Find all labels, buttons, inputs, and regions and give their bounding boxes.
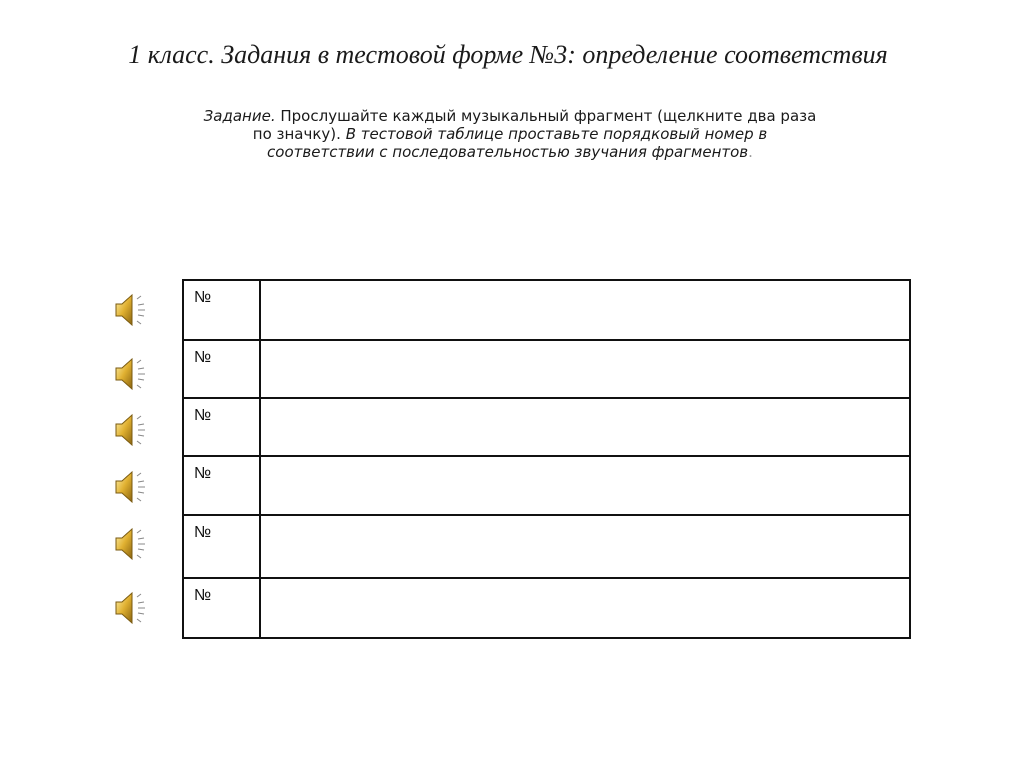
- table-row: [184, 281, 909, 341]
- answer-cell[interactable]: [261, 457, 909, 514]
- speaker-icon[interactable]: [112, 470, 150, 504]
- instruction-line-2-italic: В тестовой таблице проставьте порядковый номер в: [340, 125, 768, 143]
- number-cell: №: [184, 579, 261, 637]
- speaker-icon[interactable]: [112, 527, 150, 561]
- number-cell: №: [184, 281, 261, 339]
- number-cell: №: [184, 341, 261, 397]
- table-row: [184, 457, 909, 516]
- table-row: [184, 516, 909, 579]
- number-cell: №: [184, 516, 261, 577]
- instruction-line-3: соответствии с последовательностью звучания фрагментов: [267, 143, 749, 161]
- task-instruction: [160, 107, 860, 161]
- speaker-icon[interactable]: [112, 591, 150, 625]
- instruction-dot: .: [748, 143, 753, 161]
- table-row: [184, 399, 909, 457]
- instruction-line-2-plain: по значку).: [252, 125, 341, 143]
- answer-cell[interactable]: [261, 516, 909, 577]
- task-label: Задание.: [203, 107, 276, 125]
- table-row: [184, 579, 909, 637]
- answer-cell[interactable]: [261, 399, 909, 455]
- speaker-icon[interactable]: [112, 293, 150, 327]
- number-cell: №: [184, 399, 261, 455]
- speaker-icon[interactable]: [112, 357, 150, 391]
- answer-cell[interactable]: [261, 341, 909, 397]
- answer-table: [182, 279, 911, 639]
- speaker-icon[interactable]: [112, 413, 150, 447]
- instruction-line-1: Прослушайте каждый музыкальный фрагмент (щелкните два раза: [275, 107, 817, 125]
- answer-cell[interactable]: [261, 579, 909, 637]
- answer-cell[interactable]: [261, 281, 909, 339]
- number-cell: №: [184, 457, 261, 514]
- table-row: [184, 341, 909, 399]
- slide-title: 1 класс. Задания в тестовой форме №3: определение соответствия: [128, 40, 888, 69]
